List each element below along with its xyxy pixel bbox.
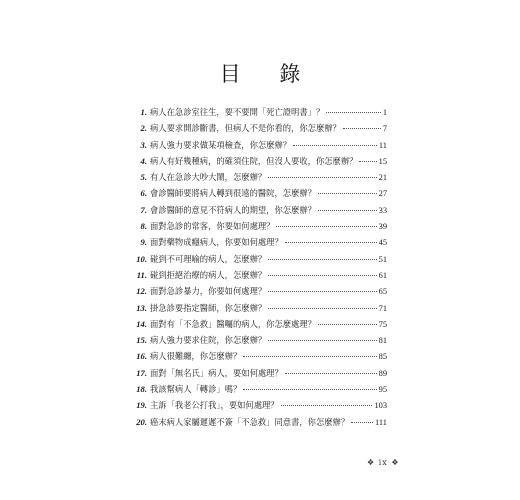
toc-entry-title: 癌末病人家屬遲遲不簽「不急救」同意書，你怎麼辦？: [150, 416, 350, 427]
toc-entry-number: 7.: [140, 204, 147, 215]
toc-entry-number: 9.: [140, 237, 147, 248]
toc-entry-title: 病人在急診室往生，要不要開「死亡證明書」？: [150, 107, 325, 117]
toc-entry-title: 會診醫師的意見不符病人的期望，你怎麼辦？: [150, 204, 316, 215]
toc-entry-page: 7: [382, 124, 387, 134]
toc-entry: [133, 185, 387, 201]
toc-entry-page: 39: [378, 222, 387, 232]
toc-entry-page: 75: [378, 319, 387, 329]
toc-entry-page: 51: [378, 254, 387, 264]
toc-entry-page: 85: [378, 352, 387, 362]
toc-entry: [133, 251, 387, 267]
toc-entry-title: 面對「無名氏」病人，要如何處理？: [150, 367, 283, 378]
toc-entry-number: 16.: [136, 351, 147, 362]
toc-dot-leader: [318, 324, 377, 325]
toc-dot-leader: [243, 389, 376, 390]
toc-entry-number: 3.: [140, 139, 147, 150]
toc-entry: [133, 365, 387, 381]
toc-dot-leader: [268, 275, 376, 276]
toc-entry-number: 8.: [140, 221, 147, 232]
toc-entry-number: 4.: [140, 155, 147, 166]
toc-entry-title: 我該幫病人「轉診」嗎？: [150, 384, 242, 395]
toc-entry: [133, 300, 387, 316]
toc-entry-page: 103: [374, 401, 387, 411]
toc-entry-title: 病人很難纏，你怎麼辦？: [150, 351, 242, 362]
toc-entry: [133, 153, 387, 169]
toc-entry: [133, 218, 387, 234]
toc-entry: [133, 316, 387, 332]
toc-dot-leader: [268, 340, 376, 341]
toc-dot-leader: [268, 291, 376, 292]
toc-dot-leader: [281, 405, 373, 406]
toc-entry-page: 65: [378, 287, 387, 297]
toc-entry-page: 111: [375, 417, 387, 427]
toc-entry-page: 61: [378, 270, 387, 280]
toc-dot-leader: [243, 356, 376, 357]
toc-entry: [133, 348, 387, 364]
toc-dot-leader: [285, 373, 377, 374]
toc-dot-leader: [285, 242, 377, 243]
toc-dot-leader: [318, 193, 377, 194]
toc-entry-number: 12.: [136, 286, 147, 297]
toc-entry-number: 19.: [136, 400, 147, 411]
toc-entry: [133, 414, 387, 430]
page-number-footer: ❖ ix ❖: [367, 458, 400, 467]
toc-entry: [133, 202, 387, 218]
toc-entry: [133, 234, 387, 250]
toc-entry-number: 17.: [136, 367, 147, 378]
toc-dot-leader: [351, 422, 373, 423]
toc-entry-title: 病人強力要求住院，你怎麼辦？: [150, 335, 267, 346]
toc-entry-page: 45: [378, 238, 387, 248]
toc-entry-title: 面對有「不急救」醫囑的病人，你怎麼處理？: [150, 318, 316, 329]
table-of-contents: [133, 104, 387, 430]
toc-entry-page: 15: [378, 156, 387, 166]
toc-dot-leader: [268, 177, 376, 178]
toc-entry-title: 病人有好幾種病，的確須住院，但沒人要收，你怎麼辦？: [150, 155, 358, 166]
toc-entry-page: 1: [382, 108, 387, 117]
toc-entry-page: 27: [378, 189, 387, 199]
toc-entry: [133, 120, 387, 136]
toc-entry: [133, 104, 387, 120]
toc-entry: [133, 169, 387, 185]
toc-entry-page: 81: [378, 336, 387, 346]
toc-entry-number: 18.: [136, 384, 147, 395]
toc-entry-number: 15.: [136, 335, 147, 346]
toc-entry-number: 14.: [136, 318, 147, 329]
toc-dot-leader: [343, 128, 381, 129]
toc-entry-number: 13.: [136, 302, 147, 313]
toc-entry-number: 20.: [136, 416, 147, 427]
toc-entry-page: 33: [378, 205, 387, 215]
toc-entry-page: 89: [378, 368, 387, 378]
toc-dot-leader: [276, 226, 376, 227]
toc-entry-title: 面對藥物成癮病人，你要如何處理？: [150, 237, 283, 248]
toc-dot-leader: [268, 308, 376, 309]
toc-entry-title: 主訴「我老公打我」，要如何處理？: [150, 400, 279, 411]
toc-entry-title: 病人強力要求做某項檢查，你怎麼辦？: [150, 139, 292, 150]
toc-entry-number: 2.: [140, 123, 147, 134]
toc-entry-page: 71: [378, 303, 387, 313]
toc-entry-number: 1.: [140, 107, 147, 117]
toc-entry-page: 21: [378, 173, 387, 183]
toc-entry-number: 5.: [140, 172, 147, 183]
toc-entry: [133, 283, 387, 299]
toc-dot-leader: [268, 259, 376, 260]
toc-entry-title: 有人在急診大吵大鬧，怎麼辦？: [150, 172, 267, 183]
toc-entry: [133, 397, 387, 413]
toc-entry-number: 6.: [140, 188, 147, 199]
toc-dot-leader: [293, 145, 377, 146]
page-title: 目 錄: [219, 62, 317, 86]
toc-entry-title: 病人要求開診斷書，但病人不是你看的，你怎麼辦？: [150, 123, 341, 134]
toc-entry-title: 面對急診的常客，你要如何處理？: [150, 221, 275, 232]
toc-entry-number: 10.: [136, 253, 147, 264]
toc-entry: [133, 332, 387, 348]
toc-dot-leader: [359, 161, 376, 162]
toc-entry-page: 11: [378, 140, 387, 150]
toc-entry-title: 碰到拒絕治療的病人，怎麼辦？: [150, 269, 267, 280]
toc-dot-leader: [318, 210, 377, 211]
toc-entry-page: 95: [378, 385, 387, 395]
toc-entry-number: 11.: [136, 269, 147, 280]
toc-entry-title: 掛急診要指定醫師，你怎麼辦？: [150, 302, 267, 313]
toc-entry-title: 碰到不可理喻的病人，怎麼辦？: [150, 253, 267, 264]
toc-entry: [133, 267, 387, 283]
toc-entry-title: 面對急診暴力，你要如何處理？: [150, 286, 267, 297]
toc-dot-leader: [326, 112, 381, 113]
toc-entry: [133, 137, 387, 153]
toc-entry: [133, 381, 387, 397]
toc-entry-title: 會診醫師要將病人轉到很遠的醫院，怎麼辦？: [150, 188, 316, 199]
